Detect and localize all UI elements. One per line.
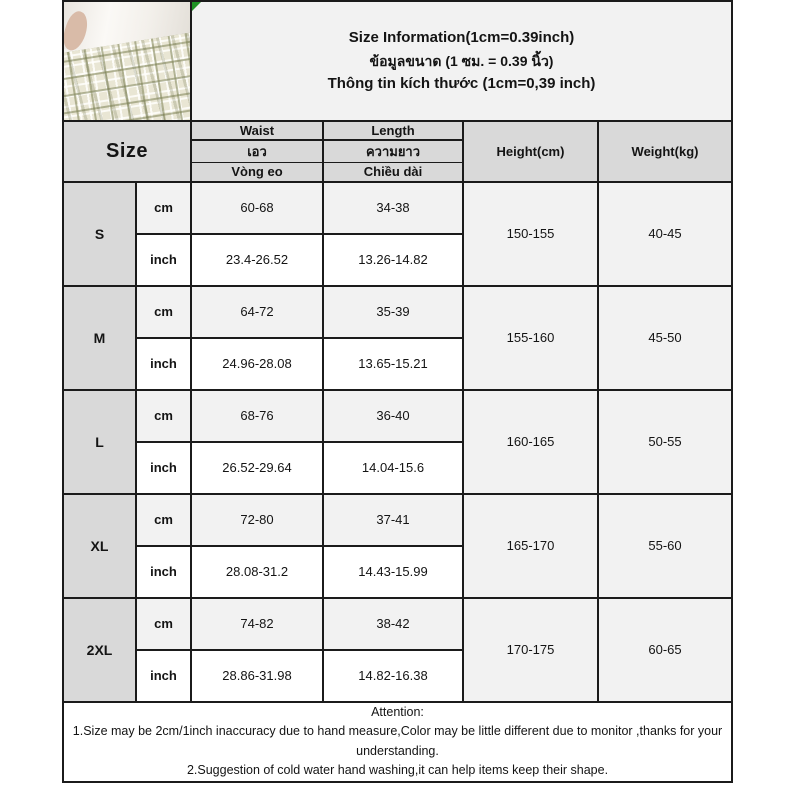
length-cm-value: 36-40	[323, 390, 463, 442]
weight-value: 50-55	[598, 390, 732, 494]
length-inch-value: 14.04-15.6	[323, 442, 463, 494]
header-length-vi: Chiều dài	[323, 163, 463, 182]
header-size: Size	[63, 121, 191, 182]
unit-label-cm: cm	[136, 598, 191, 650]
unit-label-inch: inch	[136, 338, 191, 390]
waist-cm-value: 60-68	[191, 182, 323, 234]
waist-inch-value: 28.08-31.2	[191, 546, 323, 598]
header-waist-en: Waist	[191, 121, 323, 140]
weight-value: 40-45	[598, 182, 732, 286]
attention-title: Attention:	[371, 704, 424, 719]
size-label: S	[63, 182, 136, 286]
header-length-en: Length	[323, 121, 463, 140]
height-value: 170-175	[463, 598, 598, 702]
product-photo	[64, 2, 190, 120]
attention-cell	[63, 702, 732, 782]
title-row	[63, 1, 732, 121]
length-cm-value: 38-42	[323, 598, 463, 650]
title-english: Size Information(1cm=0.39inch)	[348, 28, 575, 46]
header-waist-vi: Vòng eo	[191, 163, 323, 182]
waist-inch-value: 28.86-31.98	[191, 650, 323, 702]
waist-cm-value: 68-76	[191, 390, 323, 442]
height-value: 165-170	[463, 494, 598, 598]
header-height: Height(cm)	[463, 121, 598, 182]
waist-cm-value: 72-80	[191, 494, 323, 546]
size-label: L	[63, 390, 136, 494]
height-value: 160-165	[463, 390, 598, 494]
unit-label-inch: inch	[136, 442, 191, 494]
title-thai: ข้อมูลขนาด (1 ซม. = 0.39 นิ้ว)	[369, 52, 554, 69]
size-row-cm	[63, 598, 732, 650]
header-row-en	[63, 121, 732, 140]
size-label: M	[63, 286, 136, 390]
unit-label-cm: cm	[136, 390, 191, 442]
height-value: 150-155	[463, 182, 598, 286]
size-label: 2XL	[63, 598, 136, 702]
waist-cm-value: 64-72	[191, 286, 323, 338]
unit-label-cm: cm	[136, 182, 191, 234]
waist-inch-value: 24.96-28.08	[191, 338, 323, 390]
length-inch-value: 14.43-15.99	[323, 546, 463, 598]
unit-label-inch: inch	[136, 234, 191, 286]
weight-value: 60-65	[598, 598, 732, 702]
header-weight: Weight(kg)	[598, 121, 732, 182]
length-inch-value: 14.82-16.38	[323, 650, 463, 702]
size-info-title-cell	[191, 1, 732, 121]
header-waist-th: เอว	[191, 140, 323, 163]
attention-note-2: 2.Suggestion of cold water hand washing,it can help items keep their shape.	[186, 762, 609, 777]
length-inch-value: 13.26-14.82	[323, 234, 463, 286]
height-value: 155-160	[463, 286, 598, 390]
size-row-cm	[63, 182, 732, 234]
product-photo-cell	[63, 1, 191, 121]
size-row-cm	[63, 390, 732, 442]
size-label: XL	[63, 494, 136, 598]
unit-label-inch: inch	[136, 650, 191, 702]
length-inch-value: 13.65-15.21	[323, 338, 463, 390]
waist-inch-value: 26.52-29.64	[191, 442, 323, 494]
unit-label-inch: inch	[136, 546, 191, 598]
weight-value: 55-60	[598, 494, 732, 598]
length-cm-value: 34-38	[323, 182, 463, 234]
weight-value: 45-50	[598, 286, 732, 390]
green-corner-marker	[192, 2, 201, 11]
title-vietnamese: Thông tin kích thước (1cm=0,39 inch)	[327, 75, 596, 93]
length-cm-value: 35-39	[323, 286, 463, 338]
header-length-th: ความยาว	[323, 140, 463, 163]
attention-row	[63, 702, 732, 782]
unit-label-cm: cm	[136, 286, 191, 338]
unit-label-cm: cm	[136, 494, 191, 546]
attention-note-1: 1.Size may be 2cm/1inch inaccuracy due to hand measure,Color may be little different due to monitor ,thanks for your understanding.	[72, 724, 723, 758]
waist-cm-value: 74-82	[191, 598, 323, 650]
size-rows-body	[63, 182, 732, 702]
waist-inch-value: 23.4-26.52	[191, 234, 323, 286]
size-row-cm	[63, 286, 732, 338]
size-chart-table	[62, 0, 733, 783]
length-cm-value: 37-41	[323, 494, 463, 546]
size-row-cm	[63, 494, 732, 546]
